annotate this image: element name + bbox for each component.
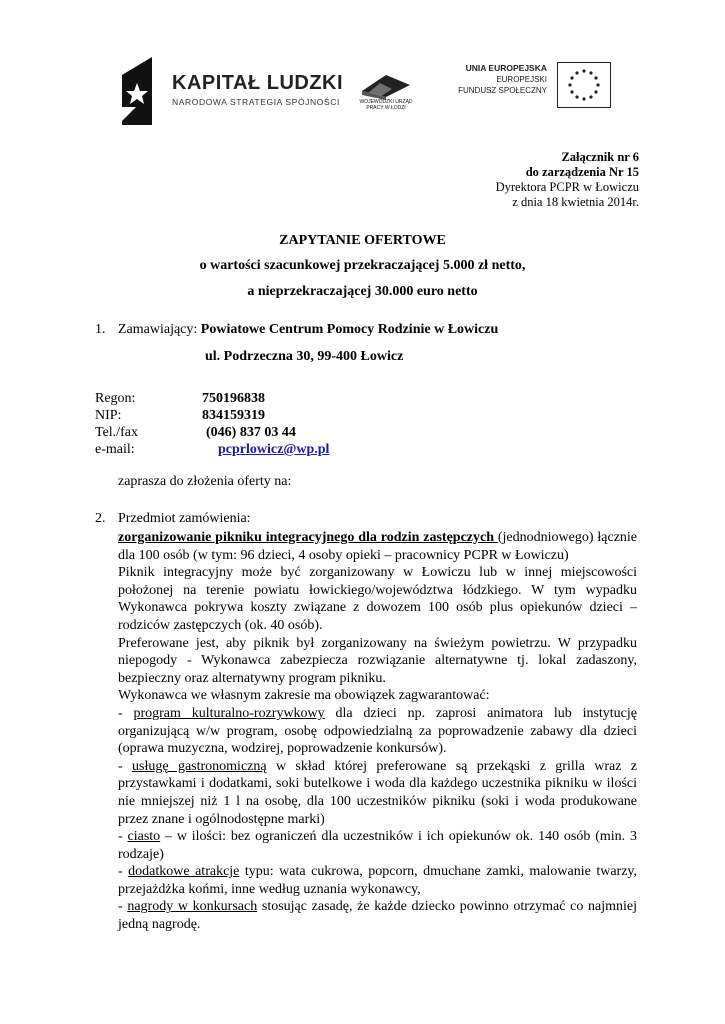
annex-line-2: do zarządzenia Nr 15 <box>525 165 639 179</box>
eu-flag-icon <box>557 62 611 108</box>
wup-lodz-logo-icon <box>356 67 416 125</box>
eu-line-2: EUROPEJSKI <box>496 75 547 84</box>
list-item: - program kulturalno-rozrywkowy dla dzieci np. zaprosi animatora lub instytucję organizującą w/w program, osobę odpowiedzialną za poprowadzenie zabawy dla dzieci (oprawa muzyczna, wodzirej, poprowadzenie konkursów). <box>118 705 637 757</box>
nip-value: 834159319 <box>202 408 265 423</box>
eu-text-block <box>452 63 547 96</box>
document-subtitle-1: o wartości szacunkowej przekraczającej 5.000 zł netto, <box>199 258 526 273</box>
kapital-ludzki-subtitle: NARODOWA STRATEGIA SPÓJNOŚCI <box>172 97 340 107</box>
paragraph-1 <box>118 529 637 564</box>
eu-line-3: FUNDUSZ SPOŁECZNY <box>458 86 547 95</box>
eu-line-1: UNIA EUROPEJSKA <box>465 63 547 73</box>
annex-block <box>496 150 639 210</box>
invitation-text: zaprasza do złożenia oferty na: <box>118 474 292 489</box>
list-item: - dodatkowe atrakcje typu: wata cukrowa, popcorn, dmuchane zamki, malowanie twarzy, przejażdżka końmi, inne według uznania wykonawcy, <box>118 864 638 897</box>
subject-title: zorganizowanie pikniku integracyjnego dla rodzin zastępczych <box>118 530 498 545</box>
tel-value: (046) 837 03 44 <box>206 425 296 440</box>
contractor-address: ul. Podrzeczna 30, 99-400 Łowicz <box>205 349 404 364</box>
regon-value: 750196838 <box>202 391 265 406</box>
annex-line-1: Załącznik nr 6 <box>561 150 639 164</box>
section-2-number: 2. <box>95 511 106 526</box>
contractor-name: Powiatowe Centrum Pomocy Rodzinie w Łowiczu <box>200 322 499 337</box>
item-program-label: program kulturalno-rozrywkowy <box>133 705 325 721</box>
regon-label: Regon: <box>95 391 136 406</box>
item-attractions-label: dodatkowe atrakcje <box>128 864 240 880</box>
list-item: - usługę gastronomiczną w skład której preferowane są przekąski z grilla wraz z przystawkami i dodatkami, soki butelkowe i woda dla każdego uczestnika pikniku w ilości nie mniejszej niż 1 l na osobę, dla 100 uczestników pikniku (soki i woda produkowane przez znane i ogólnodostępne marki) <box>118 758 637 827</box>
list-item: - nagrody w konkursach stosując zasadę, że każde dziecko powinno otrzymać co najmniej jedną nagrodę. <box>118 899 637 933</box>
item-prizes-label: nagrody w konkursach <box>127 899 258 915</box>
document-title: ZAPYTANIE OFERTOWE <box>279 233 446 248</box>
section-1-number: 1. <box>95 322 106 337</box>
nip-label: NIP: <box>95 408 122 423</box>
order-subject-body <box>118 529 637 934</box>
annex-line-3: Dyrektora PCPR w Łowiczu <box>495 180 639 194</box>
email-link[interactable]: pcprlowicz@wp.pl <box>218 442 330 457</box>
kapital-ludzki-logo-icon <box>118 55 156 127</box>
email-label: e-mail: <box>95 442 135 457</box>
item-catering-label: usługę gastronomiczną <box>132 758 267 774</box>
paragraph-2: Piknik integracyjny może być zorganizowany w Łowiczu lub w innej miejscowości położonej na terenie powiatu łowickiego/województwa łódzkiego. W tym wypadku Wykonawca pokrywa koszty związane z dowozem 100 osób plus opiekunów dzieci – rodziców zastępczych (ok. 40 osób). <box>118 565 637 633</box>
item-cake-label: ciasto <box>127 829 161 845</box>
subject-details: (jednodniowego) łącznie dla 100 osób (w tym: 96 dzieci, 4 osoby opieki – pracownicy PCPR w Łowiczu) <box>118 530 638 563</box>
annex-line-4: z dnia 18 kwietnia 2014r. <box>512 195 639 209</box>
kapital-ludzki-title: KAPITAŁ LUDZKI <box>172 72 344 94</box>
section-2-label: Przedmiot zamówienia: <box>118 511 251 526</box>
section-1-label: Zamawiający: <box>118 322 201 337</box>
list-item: - ciasto – w ilości: bez ograniczeń dla uczestników i ich opiekunów ok. 140 osób (min. 3 rodzaje) <box>118 829 637 862</box>
tel-label: Tel./fax <box>95 425 138 440</box>
paragraph-3: Preferowane jest, aby piknik był zorganizowany na świeżym powietrzu. W przypadku niepogody - Wykonawca zabezpiecza rozwiązanie alternatywne tj. lokal zadaszony, bezpieczny oraz alternatywny program pikniku. <box>118 635 637 686</box>
wup-lodz-text: WOJEWÓDZKI URZĄD PRACY W ŁODZI <box>359 99 413 111</box>
section-1-heading <box>118 321 498 339</box>
paragraph-4: Wykonawca we własnym zakresie ma obowiązek zagwarantować: <box>118 688 490 704</box>
document-subtitle-2: a nieprzekraczającej 30.000 euro netto <box>247 284 478 299</box>
